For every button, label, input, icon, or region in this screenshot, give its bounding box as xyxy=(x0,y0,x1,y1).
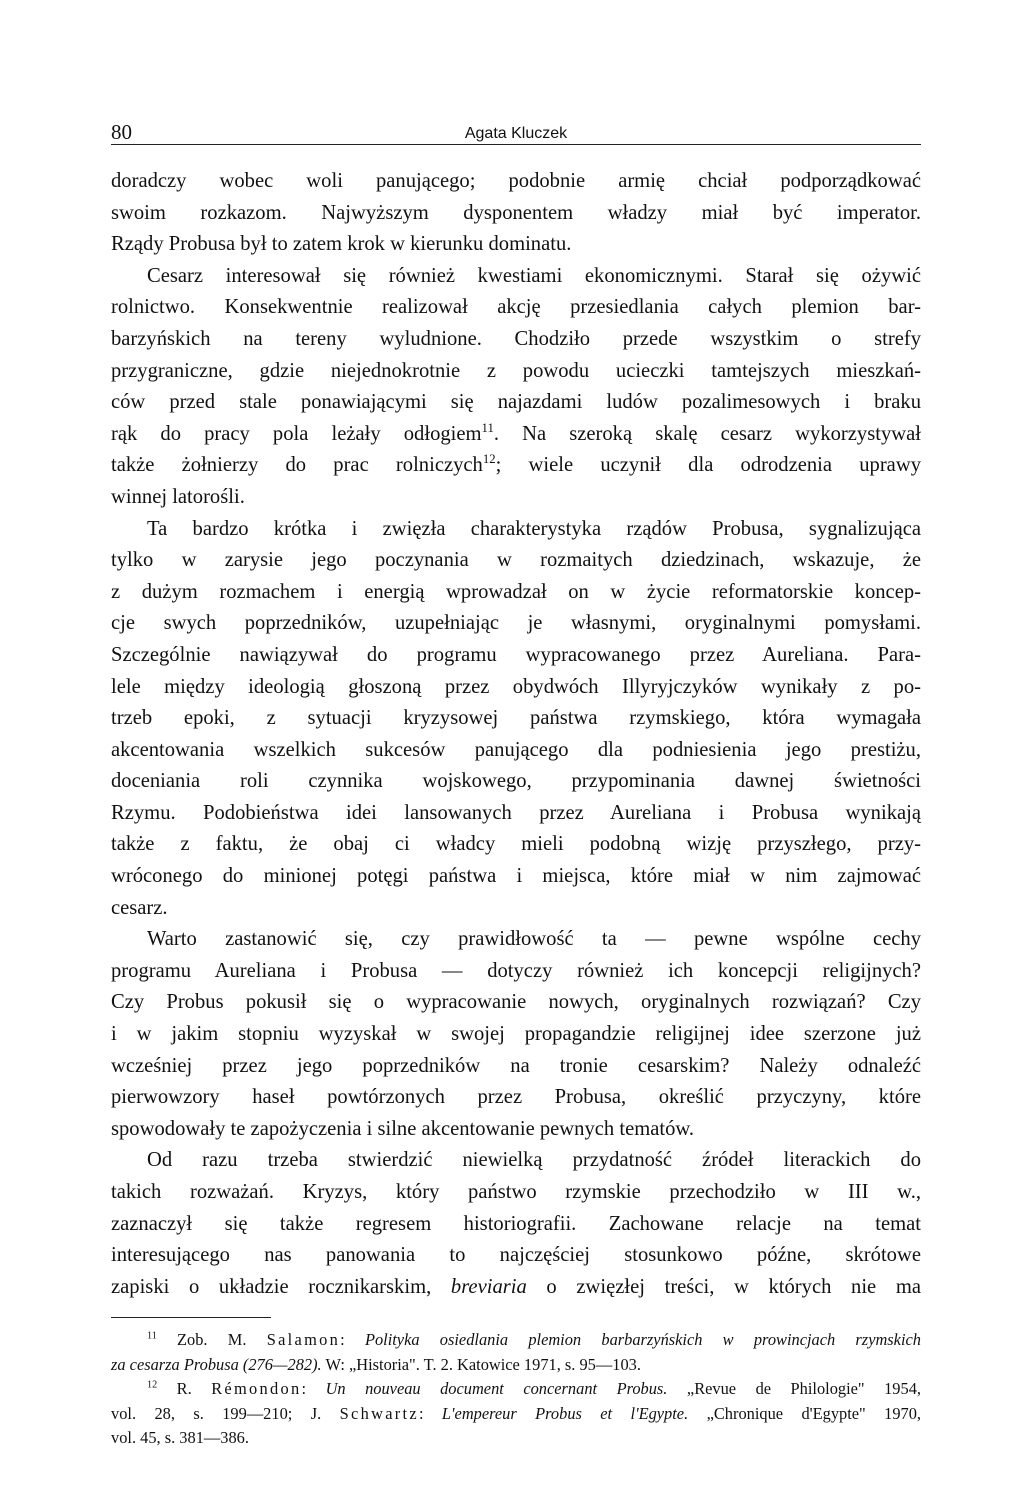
text-line: przygraniczne, gdzie niejednokrotnie z powodu ucieczki tamtejszych mieszkań- xyxy=(111,359,921,382)
footnote-number: 12 xyxy=(147,1380,158,1392)
footnote-line: vol. 45, s. 381—386. xyxy=(111,1428,249,1448)
running-head-author: Agata Kluczek xyxy=(464,125,568,142)
paragraph xyxy=(111,1145,921,1303)
text-line: lele między ideologią głoszoną przez obydwóch Illyryjczyków wynikały z po- xyxy=(111,675,921,698)
footnote-line: vol. 28, s. 199—210; J. Schwartz: L'empereur Probus et l'Egypte. „Chronique d'Egypte" 1970, xyxy=(111,1403,922,1423)
text-segment: zapiski o układzie rocznikarskim, xyxy=(111,1275,432,1298)
text-line: Od razu trzeba stwierdzić niewielką przydatność źródeł literackich do xyxy=(147,1149,921,1172)
text-segment: o zwięzłej treści, w których nie ma xyxy=(546,1275,921,1298)
footnote-line: $^{12}$ R. Rémondon: Un nouveau document concernant Probus. „Revue de Philologie" 1954, xyxy=(147,1379,921,1399)
text-line: tylko w zarysie jego poczynania w rozmaitych dziedzinach, wskazuje, że xyxy=(111,549,921,572)
text-line: także z faktu, że obaj ci władcy mieli podobną wizję przyszłego, przy- xyxy=(111,833,921,856)
text-line: ców przed stale ponawiającymi się najazdami ludów pozalimesowych i braku xyxy=(111,391,921,414)
footnote-line xyxy=(111,1353,921,1378)
footnote-title: Polityka osiedlania plemion barbarzyńskich w prowincjach rzymskich xyxy=(364,1330,921,1350)
footnote-text: vol. 28, s. 199—210; J. xyxy=(111,1403,322,1423)
footnote-author: Rémondon xyxy=(211,1379,302,1399)
footnote-title: za cesarza Probusa (276—282). xyxy=(111,1354,322,1374)
page-number: 80 xyxy=(111,120,132,144)
text-segment: ; wiele uczynił dla odrodzenia uprawy xyxy=(495,454,921,477)
footnote-number: 11 xyxy=(147,1331,157,1343)
text-line: winnej latorośli. xyxy=(111,485,245,508)
text-line: wróconego do minionej potęgi państwa i miejsca, które miał w nim zajmować xyxy=(111,865,921,888)
footnote-title: L'empereur Probus et l'Egypte. xyxy=(441,1403,689,1423)
paragraph xyxy=(111,514,921,925)
footnote-ref-11: 11 xyxy=(481,420,494,435)
book-page xyxy=(111,118,921,1451)
footnotes xyxy=(111,1328,921,1451)
text-line xyxy=(111,419,921,451)
text-segment: rąk do pracy pola leżały odłogiem xyxy=(111,422,482,445)
text-line: Szczególnie nawiązywał do programu wypracowanego przez Aureliana. Para- xyxy=(111,643,921,666)
text-line: Ta bardzo krótka i zwięzła charakterystyka rządów Probusa, sygnalizująca xyxy=(147,517,921,540)
text-line: wcześniej przez jego poprzedników na tronie cesarskim? Należy odnaleźć xyxy=(111,1054,921,1077)
text-line: trzeb epoki, z sytuacji kryzysowej państwa rzymskiego, która wymagała xyxy=(111,707,921,730)
text-line: cje swych poprzedników, uzupełniając je własnymi, oryginalnymi pomysłami. xyxy=(111,612,921,635)
text-line: Rzymu. Podobieństwa idei lansowanych przez Aureliana i Probusa wynikają xyxy=(111,801,921,824)
text-line: Czy Probus pokusił się o wypracowanie nowych, oryginalnych rozwiązań? Czy xyxy=(111,991,921,1014)
footnote-12 xyxy=(111,1377,921,1451)
footnote-text: W: „Historia". T. 2. Katowice 1971, s. 95—103. xyxy=(325,1354,641,1374)
text-line: interesującego nas panowania to najczęściej stosunkowo późne, skrótowe xyxy=(111,1244,921,1267)
paragraph xyxy=(111,166,921,261)
text-line: Rządy Probusa był to zatem krok w kierunku dominatu. xyxy=(111,233,572,256)
text-line: z dużym rozmachem i energią wprowadzał on w życie reformatorskie koncep- xyxy=(111,580,921,603)
footnote-divider xyxy=(111,1317,271,1318)
text-line: doceniania roli czynnika wojskowego, przypominania dawnej świetności xyxy=(111,770,921,793)
text-line: takich rozważań. Kryzys, który państwo rzymskie przechodziło w III w., xyxy=(111,1181,921,1203)
text-line: i w jakim stopniu wyzyskał w swojej propagandzie religijnej idee szerzone już xyxy=(111,1023,921,1046)
text-line: swoim rozkazom. Najwyższym dysponentem władzy miał być imperator. xyxy=(111,201,921,224)
text-line: spowodowały te zapożyczenia i silne akcentowanie pewnych tematów. xyxy=(111,1117,695,1140)
text-line: zaznaczył się także regresem historiografii. Zachowane relacje na temat xyxy=(111,1212,921,1235)
footnote-ref-12: 12 xyxy=(482,452,496,467)
text-line: barzyńskich na tereny wyludnione. Chodziło przede wszystkim o strefy xyxy=(111,327,921,350)
text-line: akcentowania wszelkich sukcesów panującego dla podniesienia jego prestiżu, xyxy=(111,738,921,761)
footnote-text: „Revue de Philologie" 1954, xyxy=(686,1379,921,1399)
text-line: cesarz. xyxy=(111,896,168,919)
footnote-author: Schwartz xyxy=(339,1403,419,1423)
paragraph xyxy=(111,261,921,514)
text-line: Cesarz interesował się również kwestiami ekonomicznymi. Starał się ożywić xyxy=(147,264,921,287)
footnote-text: R. xyxy=(176,1379,192,1399)
footnote-author: Salamon xyxy=(266,1330,341,1350)
footnote-text: „Chronique d'Egypte" 1970, xyxy=(706,1403,922,1423)
text-line: programu Aureliana i Probusa — dotyczy również ich koncepcji religijnych? xyxy=(111,959,921,982)
body-text xyxy=(111,166,921,1303)
footnote-line: $^{11}$ Zob. M. Salamon: Polityka osiedlania plemion barbarzyńskich w prowincjach rzymskich xyxy=(147,1330,921,1350)
text-line: doradczy wobec woli panującego; podobnie armię chciał podporządkować xyxy=(111,170,921,192)
text-segment: także żołnierzy do prac rolniczych xyxy=(111,454,483,477)
text-line: pierwowzory haseł powtórzonych przez Probusa, określić przyczyny, które xyxy=(111,1086,921,1109)
text-line: rolnictwo. Konsekwentnie realizował akcję przesiedlania całych plemion bar- xyxy=(111,296,921,319)
text-line xyxy=(111,1272,921,1304)
text-line: Warto zastanowić się, czy prawidłowość ta — pewne wspólne cechy xyxy=(147,928,921,951)
text-segment: . Na szeroką skalę cesarz wykorzystywał xyxy=(493,422,921,445)
footnote-title: Un nouveau document concernant Probus. xyxy=(325,1379,668,1399)
page-header xyxy=(111,118,921,145)
footnote-11 xyxy=(111,1328,921,1377)
paragraph xyxy=(111,924,921,1145)
text-line xyxy=(111,450,921,482)
italic-term: breviaria xyxy=(450,1275,527,1298)
footnote-text: Zob. M. xyxy=(177,1330,247,1350)
